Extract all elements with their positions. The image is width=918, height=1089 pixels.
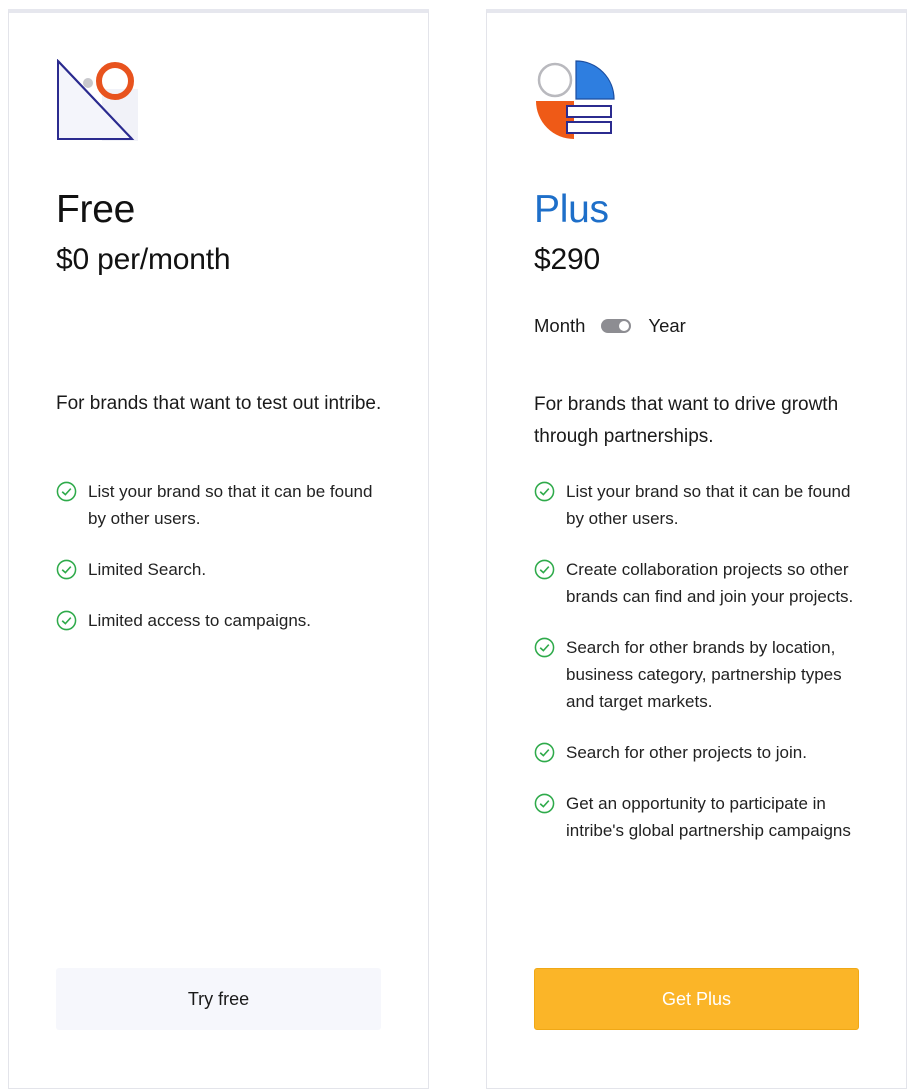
get-plus-button[interactable]: Get Plus [534,968,859,1030]
list-item [534,634,859,715]
feature-list [534,478,859,844]
list-item [56,478,376,532]
feature-text: List your brand so that it can be found by other users. [566,482,851,528]
plus-plan-card [486,9,907,1089]
list-item [534,739,859,766]
year-label[interactable]: Year [648,315,686,336]
check-circle-icon [534,559,555,580]
feature-text: Limited Search. [88,560,207,579]
list-item [56,607,376,634]
switch-knob [619,321,629,331]
billing-period-switch[interactable] [601,319,631,333]
check-circle-icon [534,742,555,763]
month-label[interactable]: Month [534,315,586,336]
billing-toggle [534,315,686,337]
feature-text: Create collaboration projects so other brands can find and join your projects. [566,560,854,606]
try-free-button[interactable]: Try free [56,968,381,1030]
plan-title: Plus [534,188,609,231]
check-circle-icon [534,793,555,814]
feature-list [56,478,376,634]
check-circle-icon [534,481,555,502]
check-circle-icon [56,610,77,631]
list-item [534,790,859,844]
free-plan-card [8,9,429,1089]
feature-text: Get an opportunity to participate in intribe's global partnership campaigns [566,794,851,840]
quarter-circles-logo-icon [534,59,616,141]
list-item [534,478,859,532]
plan-description: For brands that want to drive growth through partnerships. [534,394,839,447]
plan-description: For brands that want to test out intribe. [56,393,382,414]
check-circle-icon [56,481,77,502]
plan-title: Free [56,188,135,231]
list-item [534,556,859,610]
feature-text: Limited access to campaigns. [88,611,311,630]
plan-price: $290 [534,243,600,276]
check-circle-icon [56,559,77,580]
feature-text: Search for other projects to join. [566,743,807,762]
triangle-circle-logo-icon [56,59,138,141]
check-circle-icon [534,637,555,658]
plan-price: $0 per/month [56,243,231,276]
feature-text: List your brand so that it can be found by other users. [88,482,373,528]
list-item [56,556,376,583]
feature-text: Search for other brands by location, business category, partnership types and target markets. [566,638,842,711]
